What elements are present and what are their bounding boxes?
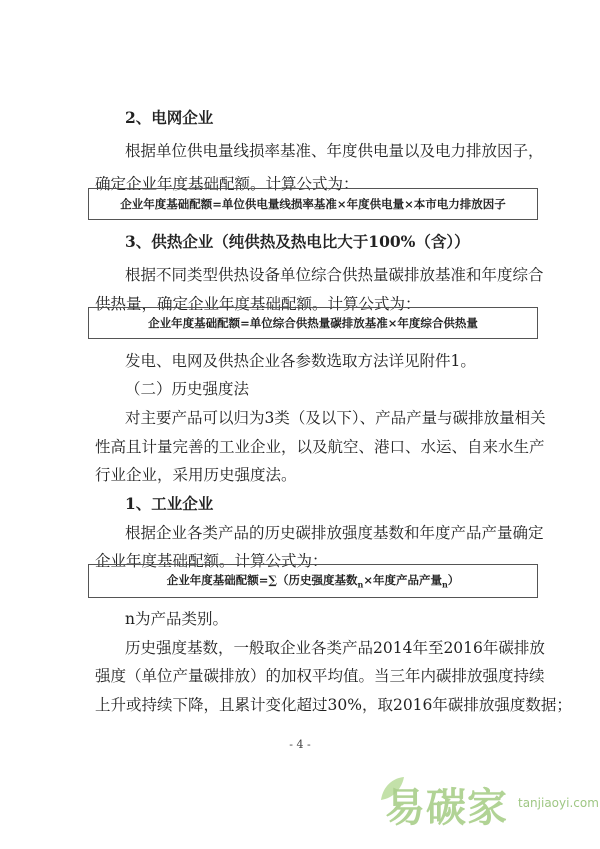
- paragraph-line: 根据企业各类产品的历史碳排放强度基数和年度产品产量确定: [125, 524, 544, 542]
- page-number: - 4 -: [289, 738, 311, 751]
- formula-part: 企业年度基础配额=∑（历史强度基数: [166, 573, 358, 588]
- formula-box-heat: [88, 307, 538, 339]
- formula-box-grid: [88, 188, 538, 220]
- formula-text: [167, 572, 460, 589]
- heading-industrial-enterprise: 1、工业企业: [125, 494, 214, 513]
- formula-part: ×年度产品产量: [363, 573, 442, 588]
- paragraph-line: 发电、电网及供热企业各参数选取方法详见附件1。: [125, 352, 476, 370]
- paragraph-line: 性高且计量完善的工业企业，以及航空、港口、水运、自来水生产: [95, 438, 545, 456]
- paragraph-line: 确定企业年度基础配额。计算公式为：: [95, 175, 359, 193]
- paragraph-line: 供热量，确定企业年度基础配额。计算公式为：: [95, 295, 421, 313]
- watermark-text-en: tanjiaoyi.com: [518, 796, 599, 810]
- heading-grid-enterprise: 2、电网企业: [125, 108, 214, 127]
- heading-heat-enterprise: 3、供热企业（纯供热及热电比大于100%（含））: [125, 232, 470, 251]
- heading-historical-intensity: （二）历史强度法: [125, 380, 250, 398]
- formula-text: 企业年度基础配额=单位综合供热量碳排放基准×年度综合供热量: [148, 316, 478, 330]
- paragraph-line: 对主要产品可以归为3类（及以下）、产品产量与碳排放量相关: [125, 409, 546, 427]
- paragraph-line: 根据不同类型供热设备单位综合供热量碳排放基准和年度综合: [125, 266, 544, 284]
- paragraph-line: 上升或持续下降，且累计变化超过30%，取2016年碳排放强度数据；: [95, 696, 572, 714]
- formula-subscript: n: [357, 579, 364, 590]
- paragraph-line: 企业年度基础配额。计算公式为：: [95, 552, 328, 570]
- formula-part: ）: [447, 573, 460, 588]
- watermark-logo: [385, 776, 599, 836]
- watermark-text-cn: 易碳家: [385, 785, 508, 831]
- paragraph-line: 根据单位供电量线损率基准、年度供电量以及电力排放因子，: [125, 142, 544, 160]
- formula-text: 企业年度基础配额=单位供电量线损率基准×年度供电量×本市电力排放因子: [120, 197, 506, 211]
- paragraph-line: n为产品类别。: [125, 610, 228, 628]
- paragraph-line: 强度（单位产量碳排放）的加权平均值。当三年内碳排放强度持续: [95, 667, 545, 685]
- paragraph-line: 行业企业，采用历史强度法。: [95, 466, 297, 484]
- formula-subscript: n: [441, 579, 448, 590]
- paragraph-line: 历史强度基数，一般取企业各类产品2014年至2016年碳排放: [125, 639, 545, 657]
- formula-box-industry: [88, 564, 538, 598]
